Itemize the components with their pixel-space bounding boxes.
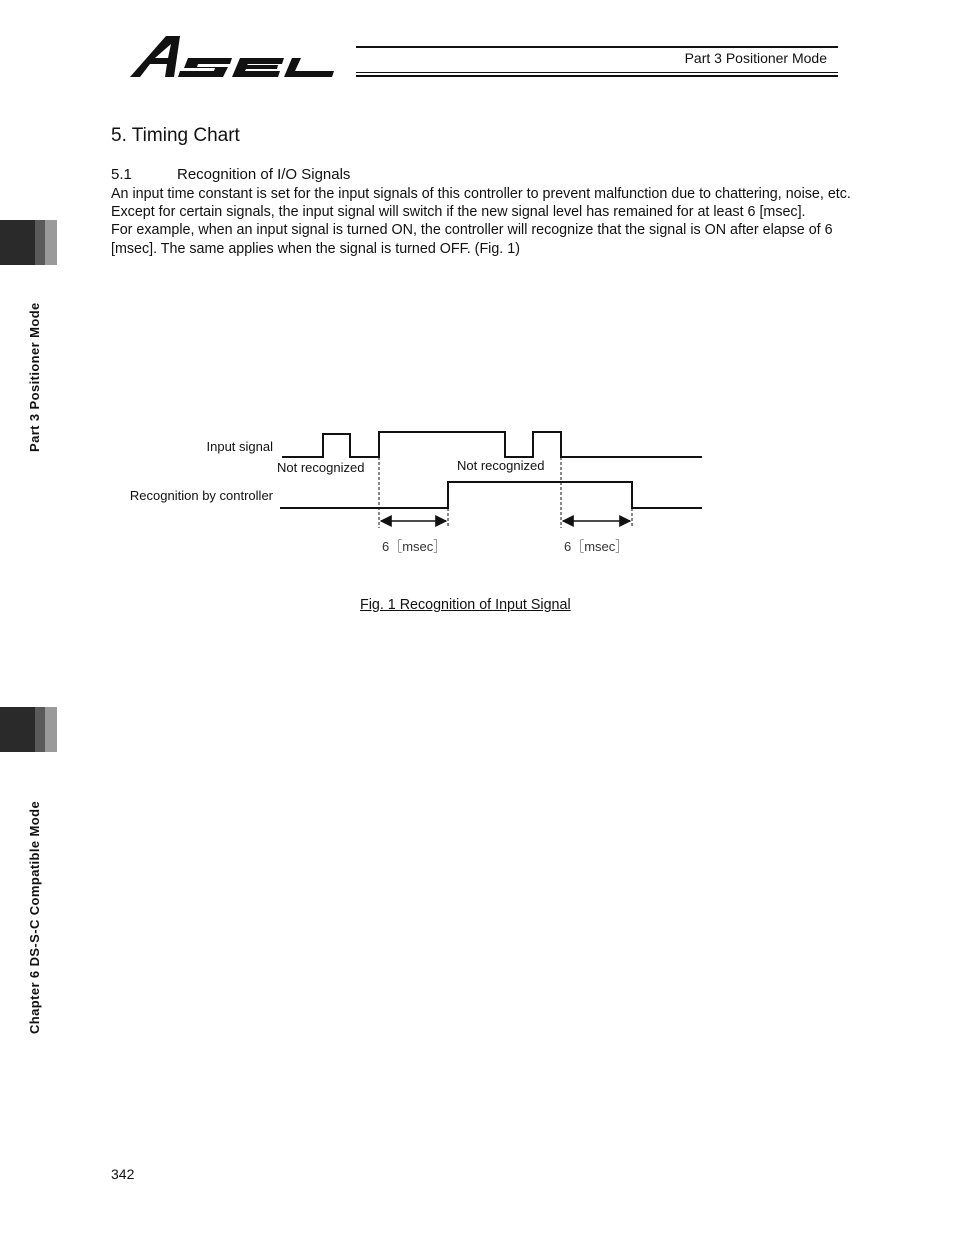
header-rule — [356, 75, 838, 77]
header-section-title: Part 3 Positioner Mode — [684, 50, 827, 66]
header-rule — [356, 46, 838, 48]
section-heading: 5. Timing Chart — [111, 125, 240, 146]
input-signal-waveform — [282, 432, 702, 457]
body-text — [111, 185, 851, 258]
side-tab-chapter — [0, 707, 57, 752]
figure-caption: Fig. 1 Recognition of Input Signal — [360, 597, 571, 613]
subsection-number: 5.1 — [111, 166, 132, 183]
input-signal-label: Input signal — [206, 439, 273, 454]
page-number: 342 — [111, 1166, 135, 1182]
delay-label: 6［msec］ — [564, 539, 629, 554]
paragraph: Except for certain signals, the input signal will switch if the new signal level has remained for at least 6 [msec]. — [111, 204, 806, 221]
not-recognized-label: Not recognized — [457, 458, 545, 473]
timing-diagram — [0, 420, 954, 570]
paragraph: An input time constant is set for the input signals of this controller to prevent malfunction due to chattering, noise, etc. — [111, 186, 851, 202]
header-rule — [356, 72, 838, 73]
side-label-chapter: Chapter 6 DS-S-C Compatible Mode — [27, 800, 42, 1034]
side-label-part: Part 3 Positioner Mode — [27, 302, 42, 452]
side-tab-part — [0, 220, 57, 265]
not-recognized-label: Not recognized — [277, 460, 365, 475]
recognition-label: Recognition by controller — [129, 488, 273, 503]
asel-logo — [128, 34, 350, 78]
delay-label: 6［msec］ — [382, 539, 447, 554]
recognition-waveform — [280, 482, 702, 508]
paragraph: For example, when an input signal is turned ON, the controller will recognize that the signal is ON after elapse of 6 [msec]. The same applies when the signal is turned OFF. (Fig. 1) — [111, 222, 833, 257]
subsection-title: Recognition of I/O Signals — [177, 166, 351, 183]
subsection-heading — [111, 166, 350, 183]
